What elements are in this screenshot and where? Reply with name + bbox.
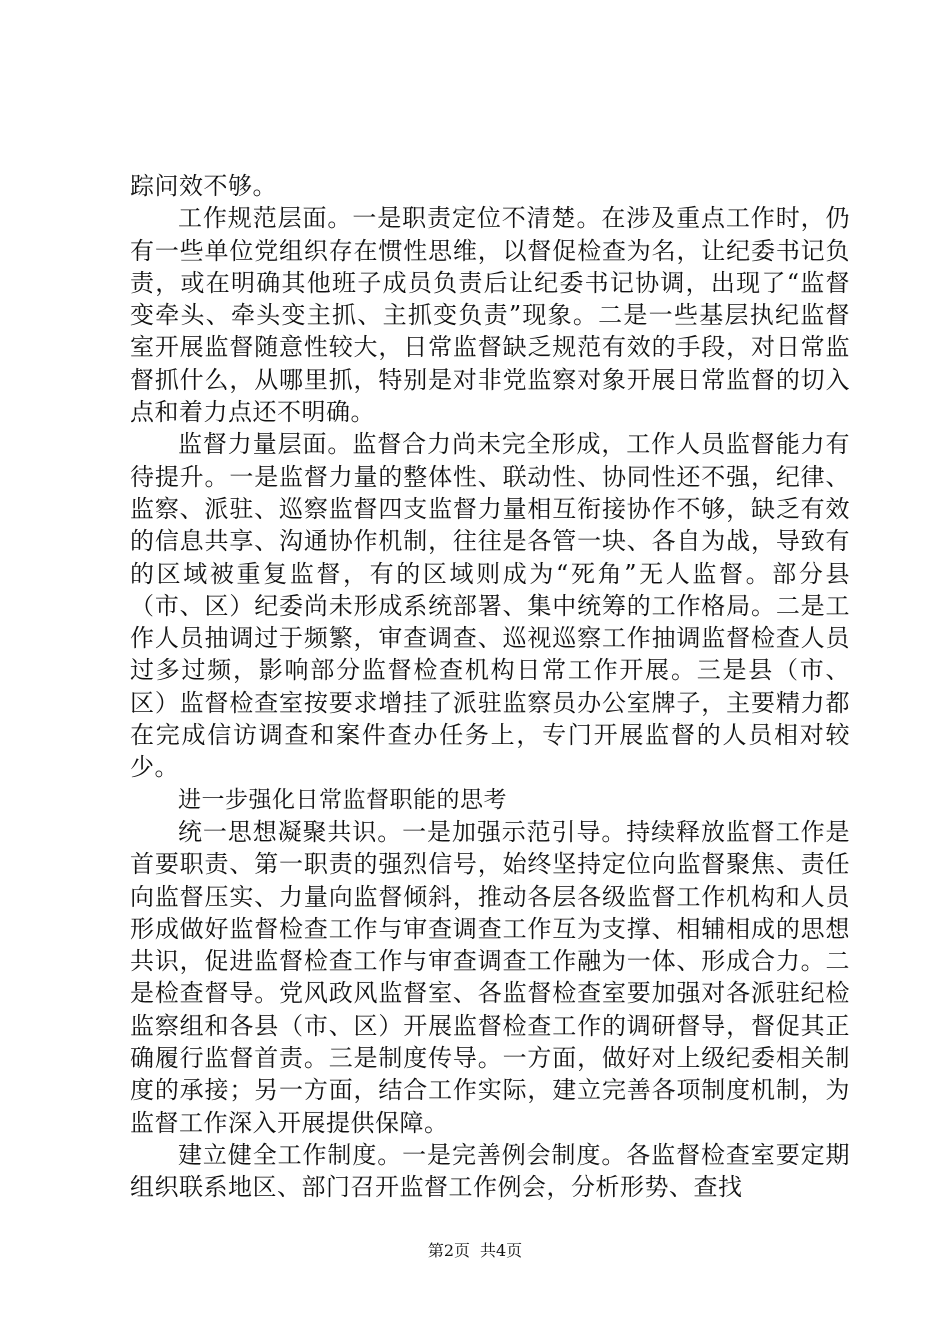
paragraph-work-norms: 工作规范层面。一是职责定位不清楚。在涉及重点工作时，仍有一些单位党组织存在惯性思维，以督促检查为名，让纪委书记负责，或在明确其他班子成员负责后让纪委书记协调，出现了“监督变牵头、牵头变主抓、主抓变负责”现象。二是一些基层执纪监督室开展监督随意性较大，日常监督缺乏规范有效的手段，对日常监督抓什么，从哪里抓，特别是对非党监察对象开展日常监督的切入点和着力点还不明确。 (130, 204, 850, 427)
page-total: 共4页 (480, 1241, 523, 1260)
paragraph-supervision-force: 监督力量层面。监督合力尚未完全形成，工作人员监督能力有待提升。一是监督力量的整体性、联动性、协同性还不强，纪律、监察、派驻、巡察监督四支监督力量相互衔接协作不够，缺乏有效的信息共享、沟通协作机制，往往是各管一块、各自为战，导致有的区域被重复监督，有的区域则成为“死角”无人监督。部分县（市、区）纪委尚未形成系统部署、集中统筹的工作格局。二是工作人员抽调过于频繁，审查调查、巡视巡察工作抽调监督检查人员过多过频，影响部分监督检查机构日常工作开展。三是县（市、区）监督检查室按要求增挂了派驻监察员办公室牌子，主要精力都在完成信访调查和案件查办任务上，专门开展监督的人员相对较少。 (130, 430, 850, 782)
paragraph-unify-thinking: 统一思想凝聚共识。一是加强示范引导。持续释放监督工作是首要职责、第一职责的强烈信号，始终坚持定位向监督聚焦、责任向监督压实、力量向监督倾斜，推动各层各级监督工作机构和人员形成做好监督检查工作与审查调查工作互为支撑、相辅相成的思想共识，促进监督检查工作与审查调查工作融为一体、形成合力。二是检查督导。党风政风监督室、各监督检查室要加强对各派驻纪检监察组和各县（市、区）开展监督检查工作的调研督导，督促其正确履行监督首责。三是制度传导。一方面，做好对上级纪委相关制度的承接；另一方面，结合工作实际，建立完善各项制度机制，为监督工作深入开展提供保障。 (130, 817, 850, 1137)
section-heading: 进一步强化日常监督职能的思考 (178, 786, 507, 813)
page-footer (0, 1241, 950, 1261)
paragraph-continuation: 踪问效不够。 (130, 172, 277, 200)
document-body (130, 170, 850, 1204)
page-number: 第2页 (427, 1241, 470, 1260)
paragraph-work-system: 建立健全工作制度。一是完善例会制度。各监督检查室要定期组织联系地区、部门召开监督工作例会，分析形势、查找 (130, 1140, 850, 1202)
